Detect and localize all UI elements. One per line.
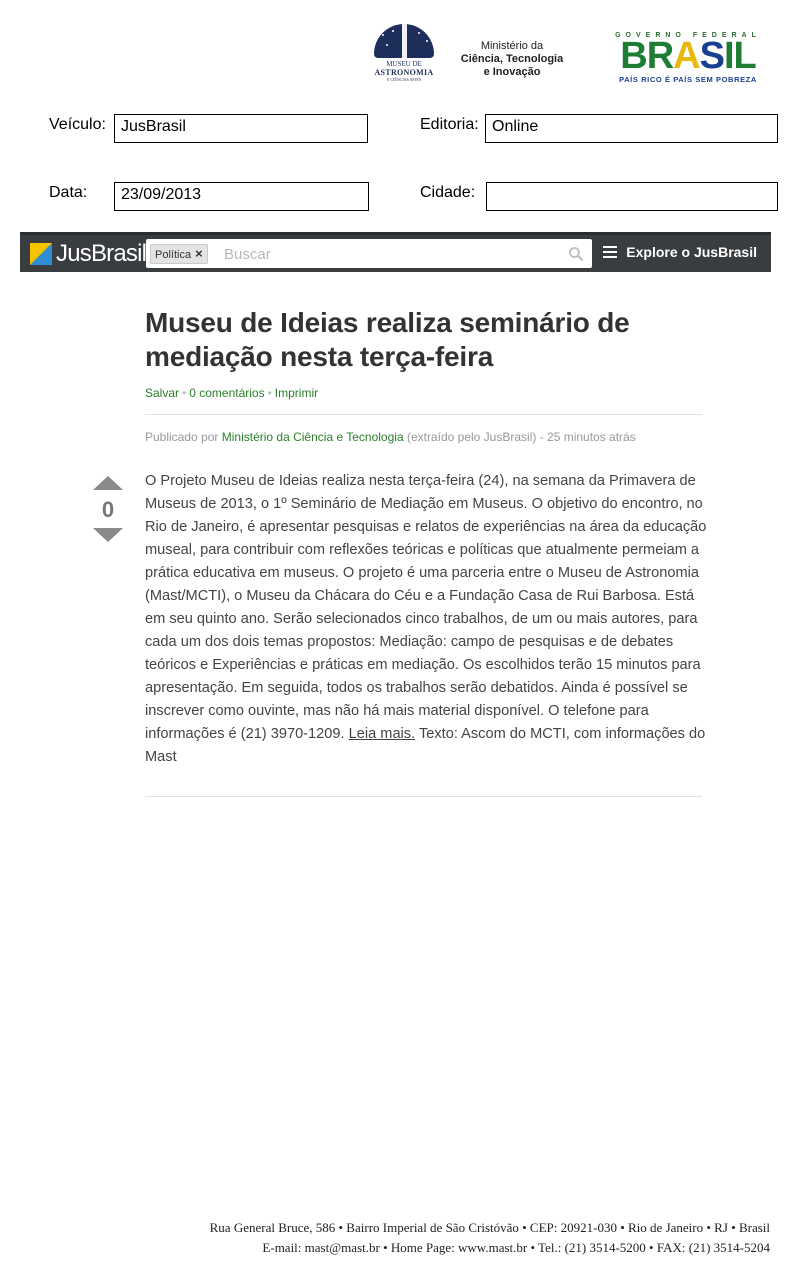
read-more-link[interactable]: Leia mais. — [348, 726, 416, 742]
search-filter-tag[interactable] — [150, 244, 208, 264]
search-icon[interactable] — [568, 246, 584, 262]
footer-address — [210, 1218, 770, 1258]
jusbrasil-logo[interactable] — [30, 239, 146, 269]
divider — [145, 414, 702, 415]
explore-menu-button[interactable] — [603, 244, 757, 260]
hamburger-menu-icon — [603, 246, 617, 258]
data-label: Data: — [49, 184, 88, 201]
veiculo-label: Veículo: — [49, 116, 106, 133]
explore-label: Explore o JusBrasil — [626, 244, 757, 260]
museu-astronomia-logo — [372, 24, 436, 84]
article-credit: Texto: Ascom do MCTI, com informações do Mast — [145, 726, 706, 765]
cidade-field — [486, 182, 778, 211]
published-prefix: Publicado por — [145, 430, 219, 444]
governo-federal-brasil-logo — [600, 32, 776, 86]
ministerio-line2: Ciência, Tecnologia — [460, 53, 564, 65]
save-link[interactable]: Salvar — [145, 386, 180, 400]
cidade-label: Cidade: — [420, 184, 476, 201]
article-body-text: O Projeto Museu de Ideias realiza nesta terça-feira (24), na semana da Primavera de Museus de 2013, o 1º Seminário de Mediação em Museus. O objetivo do encontro, no Rio de Janeiro, é apresentar pesquisas e relatos de experiências na área da educação museal, para contribuir com reflexões teóricas e políticas que atualmente permeiam a prática educativa em museus. O projeto é uma parceria entre o Museu de Astronomia (Mast/MCTI), o Museu da Chácara do Céu e a Fundação Casa de Rui Barbosa. Está em seu quinto ano. Serão selecionados cinco trabalhos, de um ou mais autores, para cada um dos dois temas propostos: Mediação: campo de pesquisas e de debates teóricos e Experiências e práticas em mediação. Os escolhidos terão 15 minutos para apresentação. Em seguida, todos os trabalhos serão debatidos. Ainda é possível se inscrever como ouvinte, mas não há mais material disponível. O telefone para informações é (21) 3970-1209. — [145, 473, 707, 742]
close-icon[interactable]: × — [195, 246, 203, 261]
footer-line-address: Rua General Bruce, 586 • Bairro Imperial de São Cristóvão • CEP: 20921-030 • Rio de Janeiro • RJ • Brasil — [209, 1220, 770, 1235]
author-link[interactable]: Ministério da Ciência e Tecnologia — [221, 430, 404, 444]
ministerio-line3: e Inovação — [483, 66, 541, 78]
published-suffix: (extraído pelo JusBrasil) - 25 minutos atrás — [406, 430, 636, 444]
ministerio-line1: Ministério da — [480, 40, 544, 52]
divider — [145, 796, 702, 797]
separator-dot: • — [182, 386, 187, 400]
search-box — [146, 239, 592, 268]
upvote-arrow-icon[interactable] — [93, 476, 123, 490]
jusbrasil-logo-text: JusBrasil — [56, 240, 147, 267]
museu-logo-line2: ASTRONOMIA — [374, 68, 434, 77]
brasil-slogan: PAÍS RICO É PAÍS SEM POBREZA — [619, 75, 757, 84]
published-info — [145, 430, 636, 444]
filter-tag-label: Política — [155, 249, 192, 261]
ministerio-logo — [450, 40, 574, 79]
search-input[interactable] — [222, 242, 546, 266]
brasil-wordmark: BRASIL — [620, 35, 756, 77]
article-body — [145, 470, 707, 769]
museu-logo-line1: MUSEU DE — [386, 60, 422, 68]
museu-logo-line3: E CIÊNCIAS AFINS — [386, 77, 422, 82]
footer-line-contact: E-mail: mast@mast.br • Home Page: www.mast.br • Tel.: (21) 3514-5200 • FAX: (21) 3514-5204 — [262, 1240, 770, 1255]
article-title: Museu de Ideias realiza seminário de mediação nesta terça-feira — [145, 307, 630, 372]
separator-dot: • — [267, 386, 272, 400]
print-link[interactable]: Imprimir — [274, 386, 319, 400]
governo-federal-text: GOVERNO FEDERAL — [615, 32, 761, 39]
article-actions — [145, 386, 318, 400]
downvote-arrow-icon[interactable] — [93, 528, 123, 542]
data-field: 23/09/2013 — [114, 182, 369, 211]
editoria-label: Editoria: — [420, 116, 479, 133]
jusbrasil-mark-icon — [30, 243, 52, 265]
observatory-dome-icon — [374, 24, 434, 58]
comments-link[interactable]: 0 comentários — [189, 386, 265, 400]
veiculo-field: JusBrasil — [114, 114, 368, 143]
vote-count: 0 — [101, 497, 115, 522]
vote-widget — [92, 476, 124, 542]
editoria-field: Online — [485, 114, 778, 143]
jusbrasil-navbar — [20, 232, 771, 272]
